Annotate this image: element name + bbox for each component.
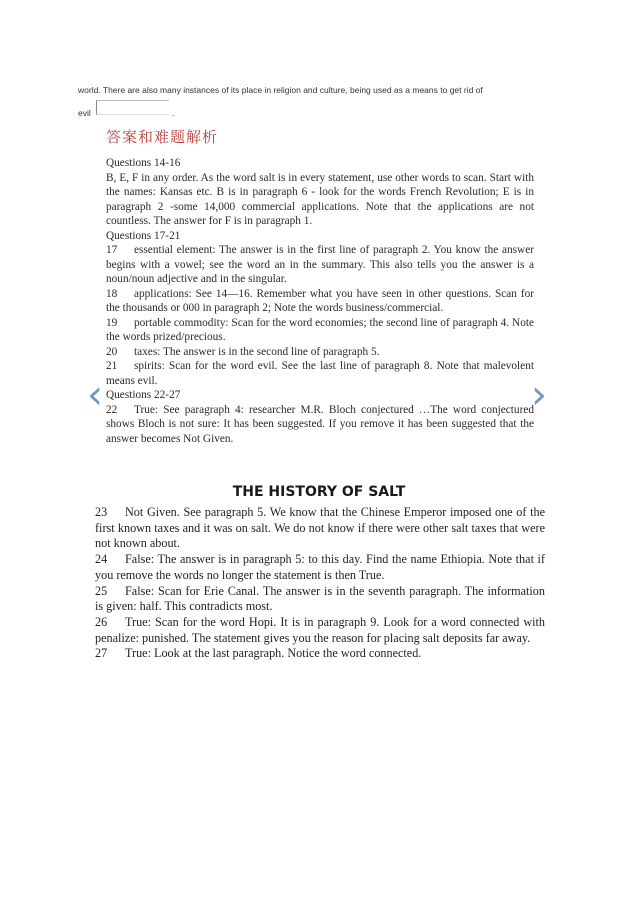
answer-text: Questions 17-21	[106, 229, 181, 242]
answer-explanation-block	[106, 128, 534, 446]
answer-text: False: The answer is in paragraph 5: to this day. Find the name Ethiopia. Note that if you remove the words no longer the statement is then True.	[95, 552, 545, 582]
answer-text: applications: See 14—16. Remember what you have seen in other questions. Scan for the thousands or 000 in paragraph 2; Note the words business/commercial.	[106, 287, 534, 314]
answer-paragraph	[106, 171, 534, 229]
answer-paragraph	[95, 646, 545, 662]
question-number: 19	[106, 316, 118, 329]
question-number: 22	[106, 403, 118, 416]
question-number: 17	[106, 244, 118, 256]
answer-text: Questions 14-16	[106, 157, 181, 169]
answer-paragraph	[106, 388, 534, 403]
answer-paragraph	[106, 316, 534, 345]
answer-paragraph	[106, 287, 534, 316]
question-number: 27	[95, 646, 108, 661]
answer-paragraph	[95, 615, 545, 646]
section-answers-list	[95, 505, 545, 662]
intro-text-line: world. There are also many instances of its place in religion and culture, being used as a means to get rid of	[78, 85, 483, 95]
answer-paragraph	[106, 345, 534, 360]
section-title: THE HISTORY OF SALT	[232, 484, 406, 500]
answer-paragraph	[106, 156, 534, 171]
answer-text: True: Look at the last paragraph. Notice the word connected.	[125, 646, 422, 661]
answer-text: Questions 22-27	[106, 389, 181, 401]
answer-paragraph	[106, 229, 534, 244]
question-number: 25	[95, 583, 108, 598]
answer-text: True: Scan for the word Hopi. It is in paragraph 9. Look for a word connected with penalize: punished. The statement gives you the reason for placing salt deposits far away.	[95, 614, 545, 645]
answer-text: portable commodity: Scan for the word economies; the second line of paragraph 4. Note the words prized/precious.	[106, 316, 534, 343]
prev-page-arrow-icon[interactable]: ‹	[87, 372, 103, 418]
answer-text: essential element: The answer is in the first line of paragraph 2. You know the answer begins with a vowel; see the word an in the summary. This also tells you the answer is a noun/noun adjective and in the singular.	[106, 244, 534, 285]
answer-text: False: Scan for Erie Canal. The answer is in the seventh paragraph. The information is given: half. This contradicts most.	[95, 583, 545, 614]
answer-paragraph	[95, 505, 545, 552]
answer-paragraph	[106, 403, 534, 447]
answer-text: Not Given. See paragraph 5. We know that the Chinese Emperor imposed one of the first known taxes and it was on salt. We do not know if there were other salt taxes that were not known about.	[95, 505, 545, 551]
answers-heading: 答案和难题解析	[106, 128, 219, 146]
answer-paragraph	[95, 552, 545, 583]
answer-text: spirits: Scan for the word evil. See the last line of paragraph 8. Note that malevolent means evil.	[106, 360, 534, 387]
next-page-arrow-icon[interactable]: ›	[531, 372, 547, 418]
answer-text: B, E, F in any order. As the word salt is in every statement, use other words to scan. Start with the names: Kansas etc. B is in paragraph 6 - look for the words French Revolution; E is in paragraph 2 -some 14,000 commercial applications. Note that the applications are not countless. The answer for F is in paragraph 1.	[106, 171, 534, 227]
answer-paragraph	[106, 243, 534, 287]
answers-list	[106, 156, 534, 446]
question-number: 21	[106, 360, 118, 372]
answer-text: True: See paragraph 4: researcher M.R. Bloch conjectured …The word conjectured shows Bloch is not sure: It has been suggested. If you remove it has been suggested that the answer becomes Not Given.	[106, 403, 534, 445]
answer-blank-input[interactable]	[96, 100, 169, 115]
question-number: 23	[95, 505, 108, 519]
question-number: 20	[106, 345, 118, 358]
question-number: 24	[95, 552, 108, 567]
question-number: 26	[95, 614, 108, 629]
answer-paragraph	[95, 584, 545, 615]
answer-text: taxes: The answer is in the second line of paragraph 5.	[134, 345, 380, 358]
answer-paragraph	[106, 359, 534, 388]
question-number: 18	[106, 287, 118, 300]
intro-period: .	[172, 108, 175, 118]
intro-word-evil: evil	[78, 108, 91, 118]
